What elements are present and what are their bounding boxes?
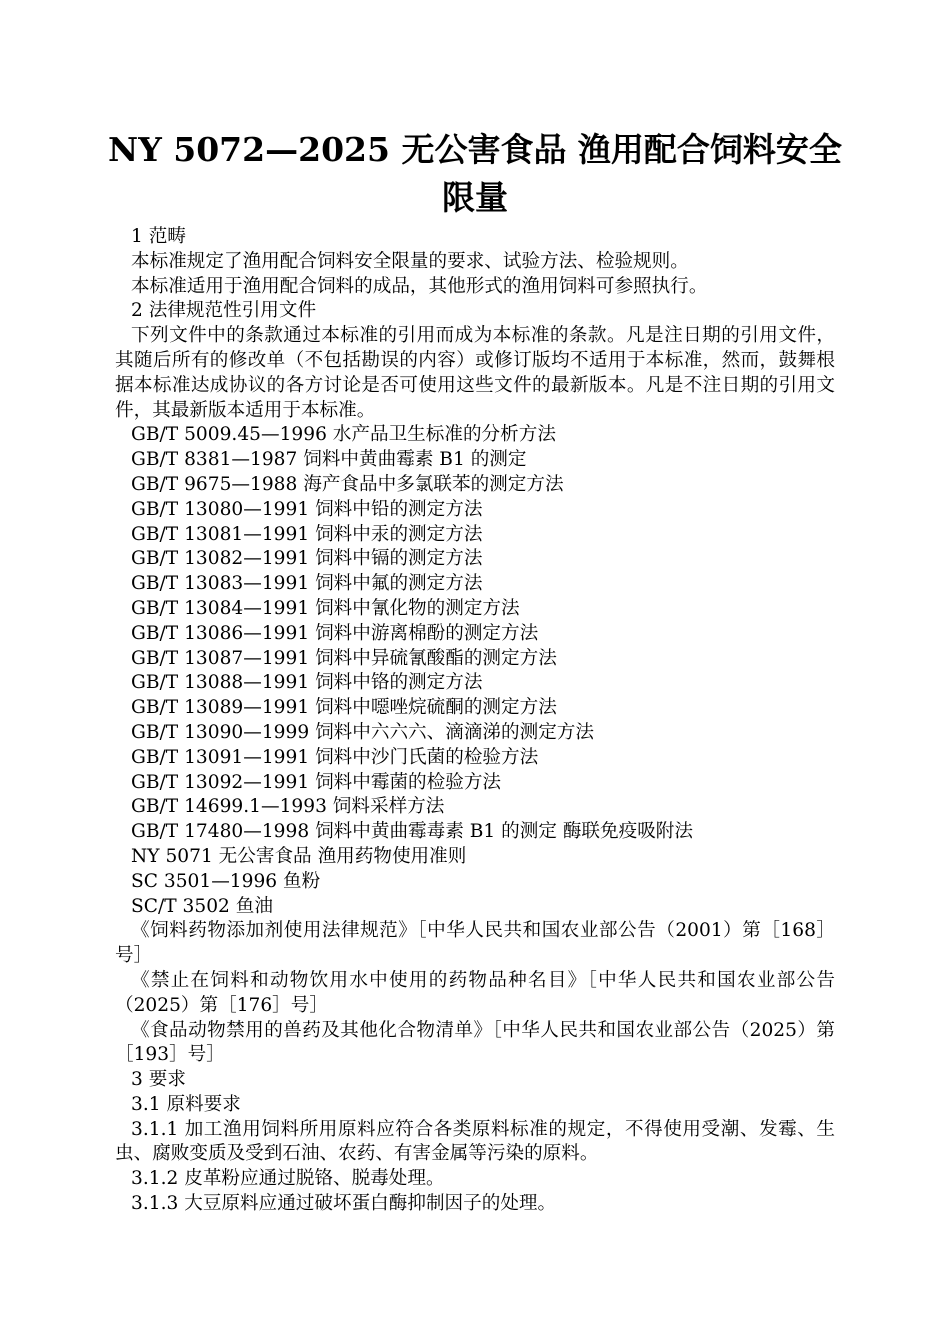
text-line: GB/T 14699.1—1993 饲料采样方法 <box>131 796 445 818</box>
document-body <box>115 225 835 1217</box>
text-line: GB/T 13087—1991 饲料中异硫氰酸酯的测定方法 <box>131 647 557 669</box>
text-line: GB/T 13083—1991 饲料中氟的测定方法 <box>131 573 483 595</box>
text-line: GB/T 13091—1991 饲料中沙门氏菌的检验方法 <box>131 746 539 768</box>
text-line: GB/T 13084—1991 饲料中氰化物的测定方法 <box>131 597 520 619</box>
text-line: GB/T 8381—1987 饲料中黄曲霉素 B1 的测定 <box>131 449 527 471</box>
text-line: 本标准适用于渔用配合饲料的成品，其他形式的渔用饲料可参照执行。 <box>131 275 708 297</box>
text-line: 1 范畴 <box>131 226 186 247</box>
text-line: 3.1.2 皮革粉应通过脱铬、脱毒处理。 <box>131 1168 445 1190</box>
paragraph: 《食品动物禁用的兽药及其他化合物清单》［中华人民共和国农业部公告（2025）第［193］号］ <box>115 1019 835 1066</box>
text-line: 2 法律规范性引用文件 <box>131 300 317 322</box>
text-line: GB/T 13088—1991 饲料中铬的测定方法 <box>131 672 483 694</box>
text-line: 3 要求 <box>131 1069 186 1091</box>
text-line: GB/T 13080—1991 饲料中铅的测定方法 <box>131 498 483 520</box>
text-line: GB/T 9675—1988 海产食品中多氯联苯的测定方法 <box>131 473 564 495</box>
document-title: NY 5072—2025 无公害食品 渔用配合饲料安全限量 <box>108 130 842 217</box>
text-line: SC/T 3502 鱼油 <box>131 895 273 917</box>
paragraph: 3.1.1 加工渔用饲料所用原料应符合各类原料标准的规定，不得使用受潮、发霉、生虫、腐败变质及受到石油、农药、有害金属等污染的原料。 <box>115 1118 835 1165</box>
paragraph: 下列文件中的条款通过本标准的引用而成为本标准的条款。凡是注日期的引用文件，其随后所有的修改单（不包括勘误的内容）或修订版均不适用于本标准，然而，鼓舞根据本标准达成协议的各方讨论是否可使用这些文件的最新版本。凡是不注日期的引用文件，其最新版本适用于本标准。 <box>115 325 835 421</box>
text-line: 本标准规定了渔用配合饲料安全限量的要求、试验方法、检验规则。 <box>131 250 689 272</box>
paragraph: 《饲料药物添加剂使用法律规范》［中华人民共和国农业部公告（2001）第［168］号］ <box>115 920 835 967</box>
text-line: GB/T 13092—1991 饲料中霉菌的检验方法 <box>131 771 502 793</box>
text-line: GB/T 13090—1999 饲料中六六六、滴滴涕的测定方法 <box>131 721 594 743</box>
text-line: 3.1.3 大豆原料应通过破坏蛋白酶抑制因子的处理。 <box>131 1193 557 1215</box>
text-line: NY 5071 无公害食品 渔用药物使用准则 <box>131 845 467 867</box>
paragraph: 《禁止在饲料和动物饮用水中使用的药物品种名目》［中华人民共和国农业部公告（2025）第［176］号］ <box>115 969 835 1016</box>
text-line: SC 3501—1996 鱼粉 <box>131 870 321 892</box>
text-line: GB/T 17480—1998 饲料中黄曲霉毒素 B1 的测定 酶联免疫吸附法 <box>131 821 693 843</box>
text-line: GB/T 13086—1991 饲料中游离棉酚的测定方法 <box>131 622 539 644</box>
text-line: GB/T 13081—1991 饲料中汞的测定方法 <box>131 523 483 545</box>
text-line: GB/T 5009.45—1996 水产品卫生标准的分析方法 <box>131 424 556 446</box>
text-line: GB/T 13089—1991 饲料中噁唑烷硫酮的测定方法 <box>131 697 557 719</box>
text-line: 3.1 原料要求 <box>131 1093 241 1115</box>
text-line: GB/T 13082—1991 饲料中镉的测定方法 <box>131 548 483 570</box>
